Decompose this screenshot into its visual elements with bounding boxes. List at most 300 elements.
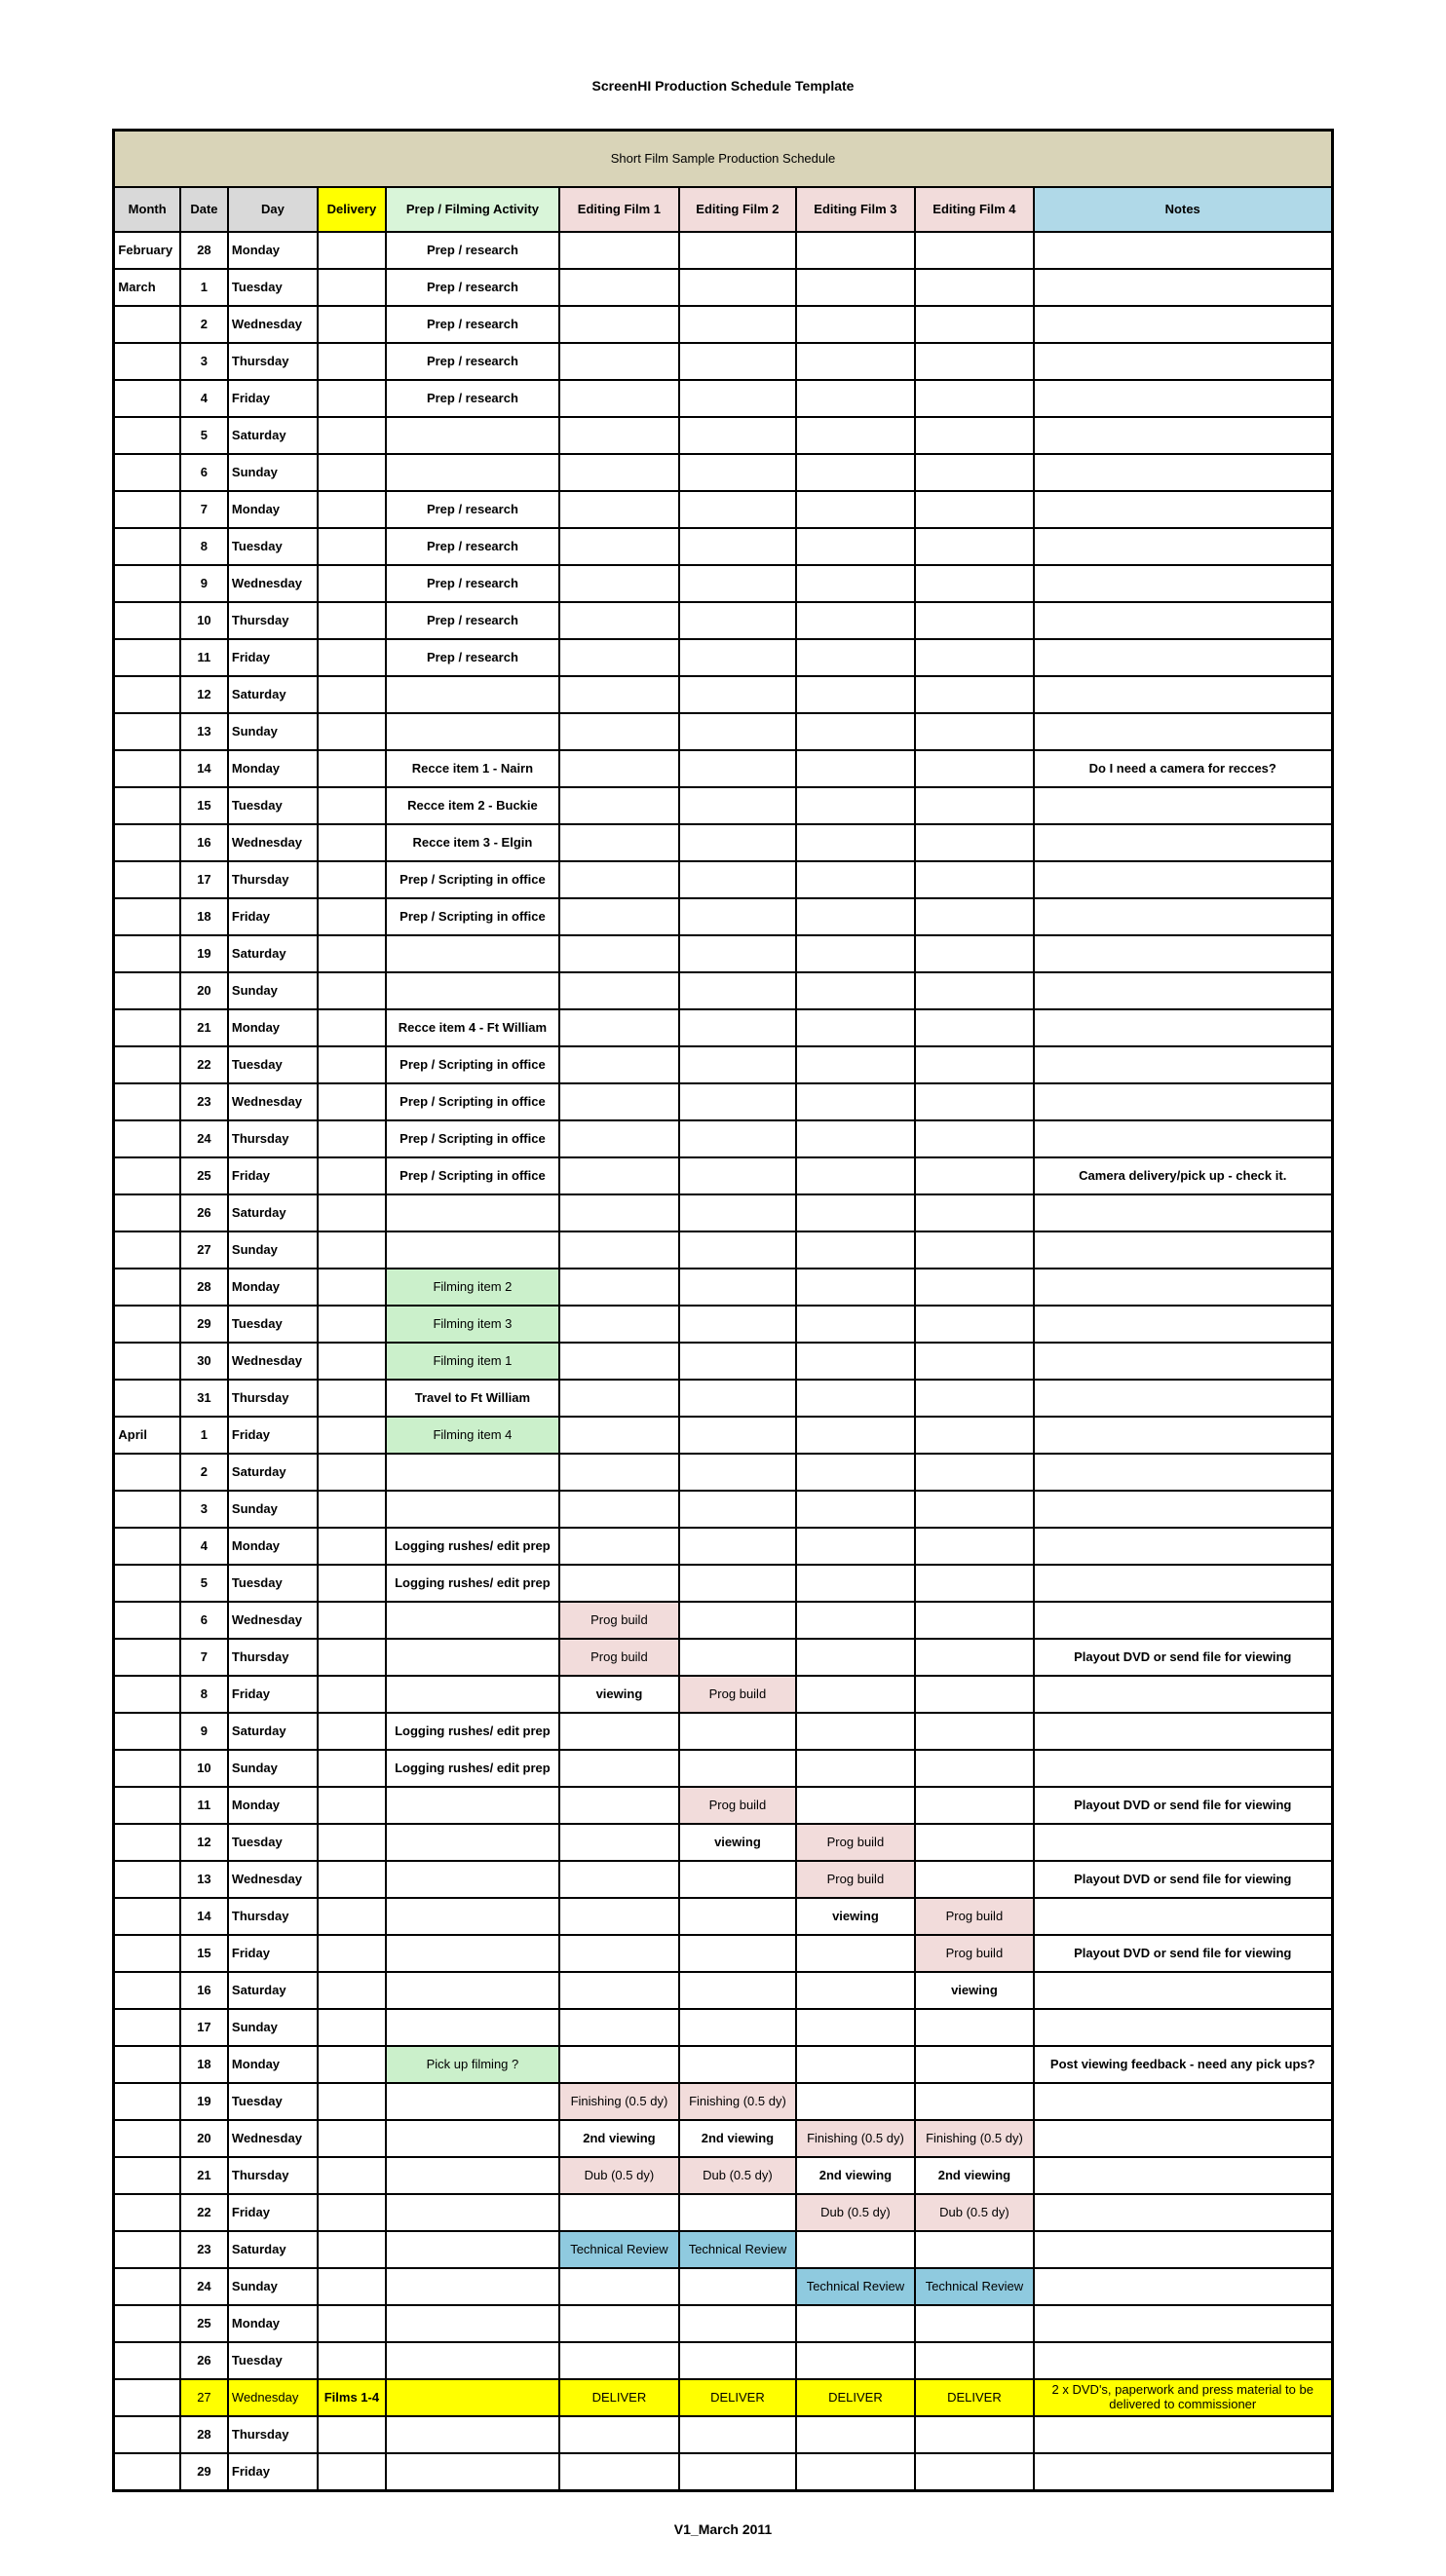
cell-editing-1: 2nd viewing [559, 2120, 679, 2157]
cell-editing-2 [679, 935, 796, 972]
cell-editing-3 [796, 343, 915, 380]
cell-day: Saturday [228, 2231, 318, 2268]
cell-day: Tuesday [228, 2342, 318, 2379]
cell-date: 4 [180, 380, 228, 417]
cell-day: Monday [228, 232, 318, 269]
cell-date: 31 [180, 1380, 228, 1417]
cell-editing-3 [796, 972, 915, 1009]
cell-month [114, 935, 180, 972]
cell-editing-1 [559, 1380, 679, 1417]
cell-date: 9 [180, 1713, 228, 1750]
cell-month [114, 750, 180, 787]
cell-editing-2: 2nd viewing [679, 2120, 796, 2157]
cell-month [114, 2083, 180, 2120]
cell-editing-4 [915, 1491, 1034, 1528]
cell-delivery: Films 1-4 [318, 2379, 386, 2416]
cell-notes [1034, 2453, 1332, 2491]
cell-editing-2 [679, 1083, 796, 1120]
cell-date: 7 [180, 1639, 228, 1676]
cell-month [114, 1972, 180, 2009]
cell-editing-3 [796, 1713, 915, 1750]
cell-delivery [318, 2342, 386, 2379]
cell-editing-3 [796, 1565, 915, 1602]
cell-editing-4 [915, 269, 1034, 306]
cell-delivery [318, 1898, 386, 1935]
cell-editing-3 [796, 639, 915, 676]
column-header-editing-film-4: Editing Film 4 [915, 187, 1034, 232]
cell-month [114, 1194, 180, 1231]
cell-notes [1034, 713, 1332, 750]
cell-notes [1034, 787, 1332, 824]
cell-editing-3 [796, 1676, 915, 1713]
schedule-row [114, 1009, 1332, 1046]
cell-delivery [318, 2083, 386, 2120]
schedule-row [114, 2194, 1332, 2231]
cell-editing-1 [559, 1009, 679, 1046]
cell-editing-4 [915, 1417, 1034, 1454]
cell-date: 14 [180, 750, 228, 787]
cell-editing-4 [915, 1343, 1034, 1380]
cell-month [114, 1269, 180, 1306]
schedule-row [114, 1046, 1332, 1083]
cell-editing-3 [796, 676, 915, 713]
schedule-row [114, 1231, 1332, 1269]
cell-date: 26 [180, 2342, 228, 2379]
cell-notes [1034, 1306, 1332, 1343]
cell-editing-3 [796, 1306, 915, 1343]
cell-editing-1 [559, 1713, 679, 1750]
cell-prep [386, 1194, 559, 1231]
cell-notes [1034, 454, 1332, 491]
cell-editing-2 [679, 972, 796, 1009]
cell-delivery [318, 713, 386, 750]
schedule-row [114, 639, 1332, 676]
cell-editing-1 [559, 232, 679, 269]
cell-day: Monday [228, 1528, 318, 1565]
cell-editing-3 [796, 306, 915, 343]
cell-day: Saturday [228, 676, 318, 713]
cell-day: Friday [228, 1935, 318, 1972]
cell-editing-2 [679, 1565, 796, 1602]
cell-editing-2 [679, 639, 796, 676]
cell-editing-2: DELIVER [679, 2379, 796, 2416]
cell-day: Wednesday [228, 1083, 318, 1120]
cell-notes [1034, 380, 1332, 417]
cell-date: 25 [180, 1157, 228, 1194]
schedule-row [114, 528, 1332, 565]
column-header-row [114, 187, 1332, 232]
cell-month [114, 1861, 180, 1898]
cell-editing-1 [559, 898, 679, 935]
cell-prep: Prep / Scripting in office [386, 1083, 559, 1120]
cell-delivery [318, 1787, 386, 1824]
cell-date: 5 [180, 1565, 228, 1602]
cell-prep: Filming item 3 [386, 1306, 559, 1343]
cell-notes [1034, 1009, 1332, 1046]
cell-editing-1 [559, 713, 679, 750]
cell-editing-2 [679, 1750, 796, 1787]
cell-date: 5 [180, 417, 228, 454]
cell-notes [1034, 1380, 1332, 1417]
schedule-row [114, 417, 1332, 454]
schedule-row [114, 306, 1332, 343]
schedule-row [114, 1306, 1332, 1343]
cell-delivery [318, 2416, 386, 2453]
cell-editing-1 [559, 417, 679, 454]
cell-notes: Playout DVD or send file for viewing [1034, 1787, 1332, 1824]
cell-editing-2 [679, 1898, 796, 1935]
cell-day: Saturday [228, 1972, 318, 2009]
cell-editing-4 [915, 1528, 1034, 1565]
cell-date: 24 [180, 1120, 228, 1157]
cell-month [114, 565, 180, 602]
cell-delivery [318, 2231, 386, 2268]
cell-notes [1034, 1454, 1332, 1491]
cell-prep [386, 2194, 559, 2231]
cell-month [114, 602, 180, 639]
cell-date: 11 [180, 1787, 228, 1824]
cell-editing-3: Dub (0.5 dy) [796, 2194, 915, 2231]
cell-date: 4 [180, 1528, 228, 1565]
cell-notes [1034, 2231, 1332, 2268]
cell-day: Friday [228, 2194, 318, 2231]
cell-editing-4 [915, 1306, 1034, 1343]
cell-editing-2 [679, 1269, 796, 1306]
cell-editing-3 [796, 1009, 915, 1046]
cell-delivery [318, 972, 386, 1009]
cell-month [114, 861, 180, 898]
cell-editing-2 [679, 1417, 796, 1454]
cell-month [114, 454, 180, 491]
cell-day: Thursday [228, 1898, 318, 1935]
cell-date: 29 [180, 1306, 228, 1343]
cell-editing-2 [679, 1009, 796, 1046]
cell-month [114, 417, 180, 454]
cell-day: Wednesday [228, 1602, 318, 1639]
cell-editing-2 [679, 1046, 796, 1083]
cell-editing-4 [915, 2342, 1034, 2379]
cell-editing-4 [915, 1750, 1034, 1787]
cell-day: Sunday [228, 972, 318, 1009]
cell-date: 14 [180, 1898, 228, 1935]
cell-prep: Logging rushes/ edit prep [386, 1713, 559, 1750]
cell-day: Friday [228, 1417, 318, 1454]
cell-editing-4 [915, 1639, 1034, 1676]
cell-editing-1 [559, 1306, 679, 1343]
cell-month [114, 898, 180, 935]
cell-month [114, 528, 180, 565]
cell-editing-3 [796, 1231, 915, 1269]
cell-editing-1 [559, 1269, 679, 1306]
cell-month [114, 1528, 180, 1565]
schedule-row [114, 935, 1332, 972]
schedule-row [114, 269, 1332, 306]
cell-editing-2 [679, 306, 796, 343]
cell-editing-1: Prog build [559, 1602, 679, 1639]
cell-editing-4 [915, 935, 1034, 972]
cell-editing-3 [796, 269, 915, 306]
schedule-row [114, 1491, 1332, 1528]
cell-day: Tuesday [228, 1824, 318, 1861]
cell-prep [386, 2342, 559, 2379]
cell-editing-1 [559, 565, 679, 602]
cell-delivery [318, 454, 386, 491]
production-schedule-table [112, 129, 1333, 2492]
cell-day: Wednesday [228, 2120, 318, 2157]
cell-day: Sunday [228, 2268, 318, 2305]
cell-editing-4 [915, 1454, 1034, 1491]
cell-month [114, 343, 180, 380]
cell-day: Friday [228, 1157, 318, 1194]
cell-editing-4 [915, 306, 1034, 343]
cell-delivery [318, 2009, 386, 2046]
schedule-row [114, 1157, 1332, 1194]
cell-editing-4 [915, 2416, 1034, 2453]
cell-editing-1: Prog build [559, 1639, 679, 1676]
cell-editing-2 [679, 861, 796, 898]
cell-day: Thursday [228, 2157, 318, 2194]
cell-editing-4 [915, 676, 1034, 713]
cell-editing-1 [559, 454, 679, 491]
cell-editing-4 [915, 1046, 1034, 1083]
cell-editing-3: Finishing (0.5 dy) [796, 2120, 915, 2157]
cell-date: 19 [180, 935, 228, 972]
cell-notes [1034, 898, 1332, 935]
cell-month [114, 491, 180, 528]
cell-editing-4 [915, 861, 1034, 898]
cell-date: 10 [180, 1750, 228, 1787]
cell-delivery [318, 1194, 386, 1231]
schedule-row [114, 1194, 1332, 1231]
cell-day: Monday [228, 1269, 318, 1306]
cell-editing-1 [559, 2453, 679, 2491]
cell-editing-2 [679, 750, 796, 787]
cell-prep: Prep / research [386, 269, 559, 306]
cell-date: 8 [180, 528, 228, 565]
cell-editing-3 [796, 1417, 915, 1454]
cell-editing-1 [559, 1083, 679, 1120]
cell-editing-2: Finishing (0.5 dy) [679, 2083, 796, 2120]
cell-editing-2 [679, 528, 796, 565]
cell-editing-3 [796, 1083, 915, 1120]
cell-editing-4 [915, 1565, 1034, 1602]
cell-day: Tuesday [228, 787, 318, 824]
cell-delivery [318, 1046, 386, 1083]
cell-editing-1 [559, 1972, 679, 2009]
cell-delivery [318, 602, 386, 639]
cell-day: Tuesday [228, 528, 318, 565]
cell-editing-1 [559, 2268, 679, 2305]
cell-date: 28 [180, 232, 228, 269]
cell-editing-1 [559, 1417, 679, 1454]
cell-editing-3 [796, 824, 915, 861]
cell-delivery [318, 1083, 386, 1120]
cell-date: 17 [180, 861, 228, 898]
schedule-row [114, 972, 1332, 1009]
cell-day: Thursday [228, 1120, 318, 1157]
cell-prep: Prep / research [386, 491, 559, 528]
cell-editing-1 [559, 1454, 679, 1491]
cell-date: 15 [180, 1935, 228, 1972]
schedule-row [114, 898, 1332, 935]
cell-editing-4 [915, 2231, 1034, 2268]
cell-date: 9 [180, 565, 228, 602]
cell-month [114, 380, 180, 417]
cell-notes [1034, 306, 1332, 343]
cell-date: 26 [180, 1194, 228, 1231]
cell-editing-1 [559, 528, 679, 565]
cell-date: 1 [180, 1417, 228, 1454]
schedule-row [114, 1898, 1332, 1935]
cell-editing-4 [915, 1380, 1034, 1417]
cell-delivery [318, 2268, 386, 2305]
cell-editing-3 [796, 2342, 915, 2379]
cell-editing-3 [796, 898, 915, 935]
cell-day: Monday [228, 2305, 318, 2342]
cell-editing-3 [796, 750, 915, 787]
cell-delivery [318, 2046, 386, 2083]
cell-notes [1034, 1713, 1332, 1750]
cell-delivery [318, 343, 386, 380]
cell-editing-3 [796, 232, 915, 269]
cell-day: Friday [228, 1676, 318, 1713]
cell-editing-3 [796, 2231, 915, 2268]
cell-editing-2 [679, 2342, 796, 2379]
cell-editing-3 [796, 861, 915, 898]
cell-editing-4: Technical Review [915, 2268, 1034, 2305]
cell-prep: Recce item 3 - Elgin [386, 824, 559, 861]
cell-editing-4: DELIVER [915, 2379, 1034, 2416]
cell-editing-2 [679, 491, 796, 528]
cell-notes [1034, 2157, 1332, 2194]
cell-editing-2: Prog build [679, 1787, 796, 1824]
cell-editing-4: Prog build [915, 1898, 1034, 1935]
cell-editing-4 [915, 2305, 1034, 2342]
cell-editing-3 [796, 491, 915, 528]
cell-prep: Filming item 1 [386, 1343, 559, 1380]
schedule-row [114, 2120, 1332, 2157]
cell-delivery [318, 1454, 386, 1491]
cell-editing-1 [559, 1787, 679, 1824]
cell-delivery [318, 1491, 386, 1528]
cell-editing-3 [796, 787, 915, 824]
cell-day: Saturday [228, 935, 318, 972]
cell-day: Thursday [228, 1380, 318, 1417]
cell-month [114, 1824, 180, 1861]
cell-date: 1 [180, 269, 228, 306]
cell-editing-2 [679, 269, 796, 306]
cell-editing-1 [559, 787, 679, 824]
cell-prep: Logging rushes/ edit prep [386, 1528, 559, 1565]
cell-notes [1034, 1676, 1332, 1713]
schedule-row [114, 1787, 1332, 1824]
column-header-month: Month [114, 187, 180, 232]
cell-day: Wednesday [228, 1861, 318, 1898]
cell-date: 7 [180, 491, 228, 528]
cell-editing-4 [915, 750, 1034, 787]
cell-editing-3 [796, 1639, 915, 1676]
cell-notes: Camera delivery/pick up - check it. [1034, 1157, 1332, 1194]
cell-prep [386, 2083, 559, 2120]
cell-editing-4 [915, 1009, 1034, 1046]
cell-notes [1034, 1824, 1332, 1861]
cell-prep [386, 1491, 559, 1528]
cell-editing-1 [559, 1898, 679, 1935]
cell-editing-4 [915, 1231, 1034, 1269]
cell-prep [386, 1824, 559, 1861]
cell-day: Tuesday [228, 1565, 318, 1602]
cell-prep: Prep / research [386, 232, 559, 269]
cell-date: 8 [180, 1676, 228, 1713]
cell-editing-1 [559, 1231, 679, 1269]
schedule-row [114, 1083, 1332, 1120]
cell-editing-1 [559, 2305, 679, 2342]
cell-editing-3 [796, 1787, 915, 1824]
cell-prep [386, 2416, 559, 2453]
cell-day: Saturday [228, 1454, 318, 1491]
cell-editing-2 [679, 898, 796, 935]
cell-month [114, 639, 180, 676]
schedule-row [114, 1380, 1332, 1417]
cell-delivery [318, 1824, 386, 1861]
cell-editing-3: DELIVER [796, 2379, 915, 2416]
cell-day: Wednesday [228, 2379, 318, 2416]
cell-editing-1 [559, 1935, 679, 1972]
cell-editing-4 [915, 972, 1034, 1009]
cell-delivery [318, 417, 386, 454]
cell-month [114, 1491, 180, 1528]
cell-editing-2 [679, 343, 796, 380]
column-header-editing-film-3: Editing Film 3 [796, 187, 915, 232]
cell-prep: Prep / Scripting in office [386, 1157, 559, 1194]
cell-delivery [318, 565, 386, 602]
cell-date: 17 [180, 2009, 228, 2046]
cell-editing-3: viewing [796, 1898, 915, 1935]
cell-day: Wednesday [228, 565, 318, 602]
document-top-label: ScreenHI Production Schedule Template [591, 78, 855, 94]
cell-notes: Playout DVD or send file for viewing [1034, 1935, 1332, 1972]
cell-date: 23 [180, 1083, 228, 1120]
cell-editing-2 [679, 2453, 796, 2491]
cell-month: March [114, 269, 180, 306]
cell-editing-3: Technical Review [796, 2268, 915, 2305]
cell-notes [1034, 1083, 1332, 1120]
schedule-row [114, 2342, 1332, 2379]
cell-day: Tuesday [228, 1046, 318, 1083]
cell-editing-3 [796, 1269, 915, 1306]
cell-prep [386, 417, 559, 454]
schedule-row [114, 491, 1332, 528]
cell-notes [1034, 972, 1332, 1009]
cell-editing-4 [915, 1120, 1034, 1157]
cell-editing-4 [915, 639, 1034, 676]
cell-editing-3 [796, 2416, 915, 2453]
cell-editing-2: viewing [679, 1824, 796, 1861]
cell-date: 13 [180, 1861, 228, 1898]
cell-delivery [318, 1861, 386, 1898]
cell-prep: Prep / research [386, 306, 559, 343]
cell-prep [386, 2009, 559, 2046]
cell-month [114, 306, 180, 343]
cell-delivery [318, 1269, 386, 1306]
column-header-editing-film-2: Editing Film 2 [679, 187, 796, 232]
cell-month [114, 2046, 180, 2083]
cell-delivery [318, 232, 386, 269]
cell-delivery [318, 1972, 386, 2009]
column-header-day: Day [228, 187, 318, 232]
cell-editing-4 [915, 787, 1034, 824]
cell-editing-1 [559, 1750, 679, 1787]
